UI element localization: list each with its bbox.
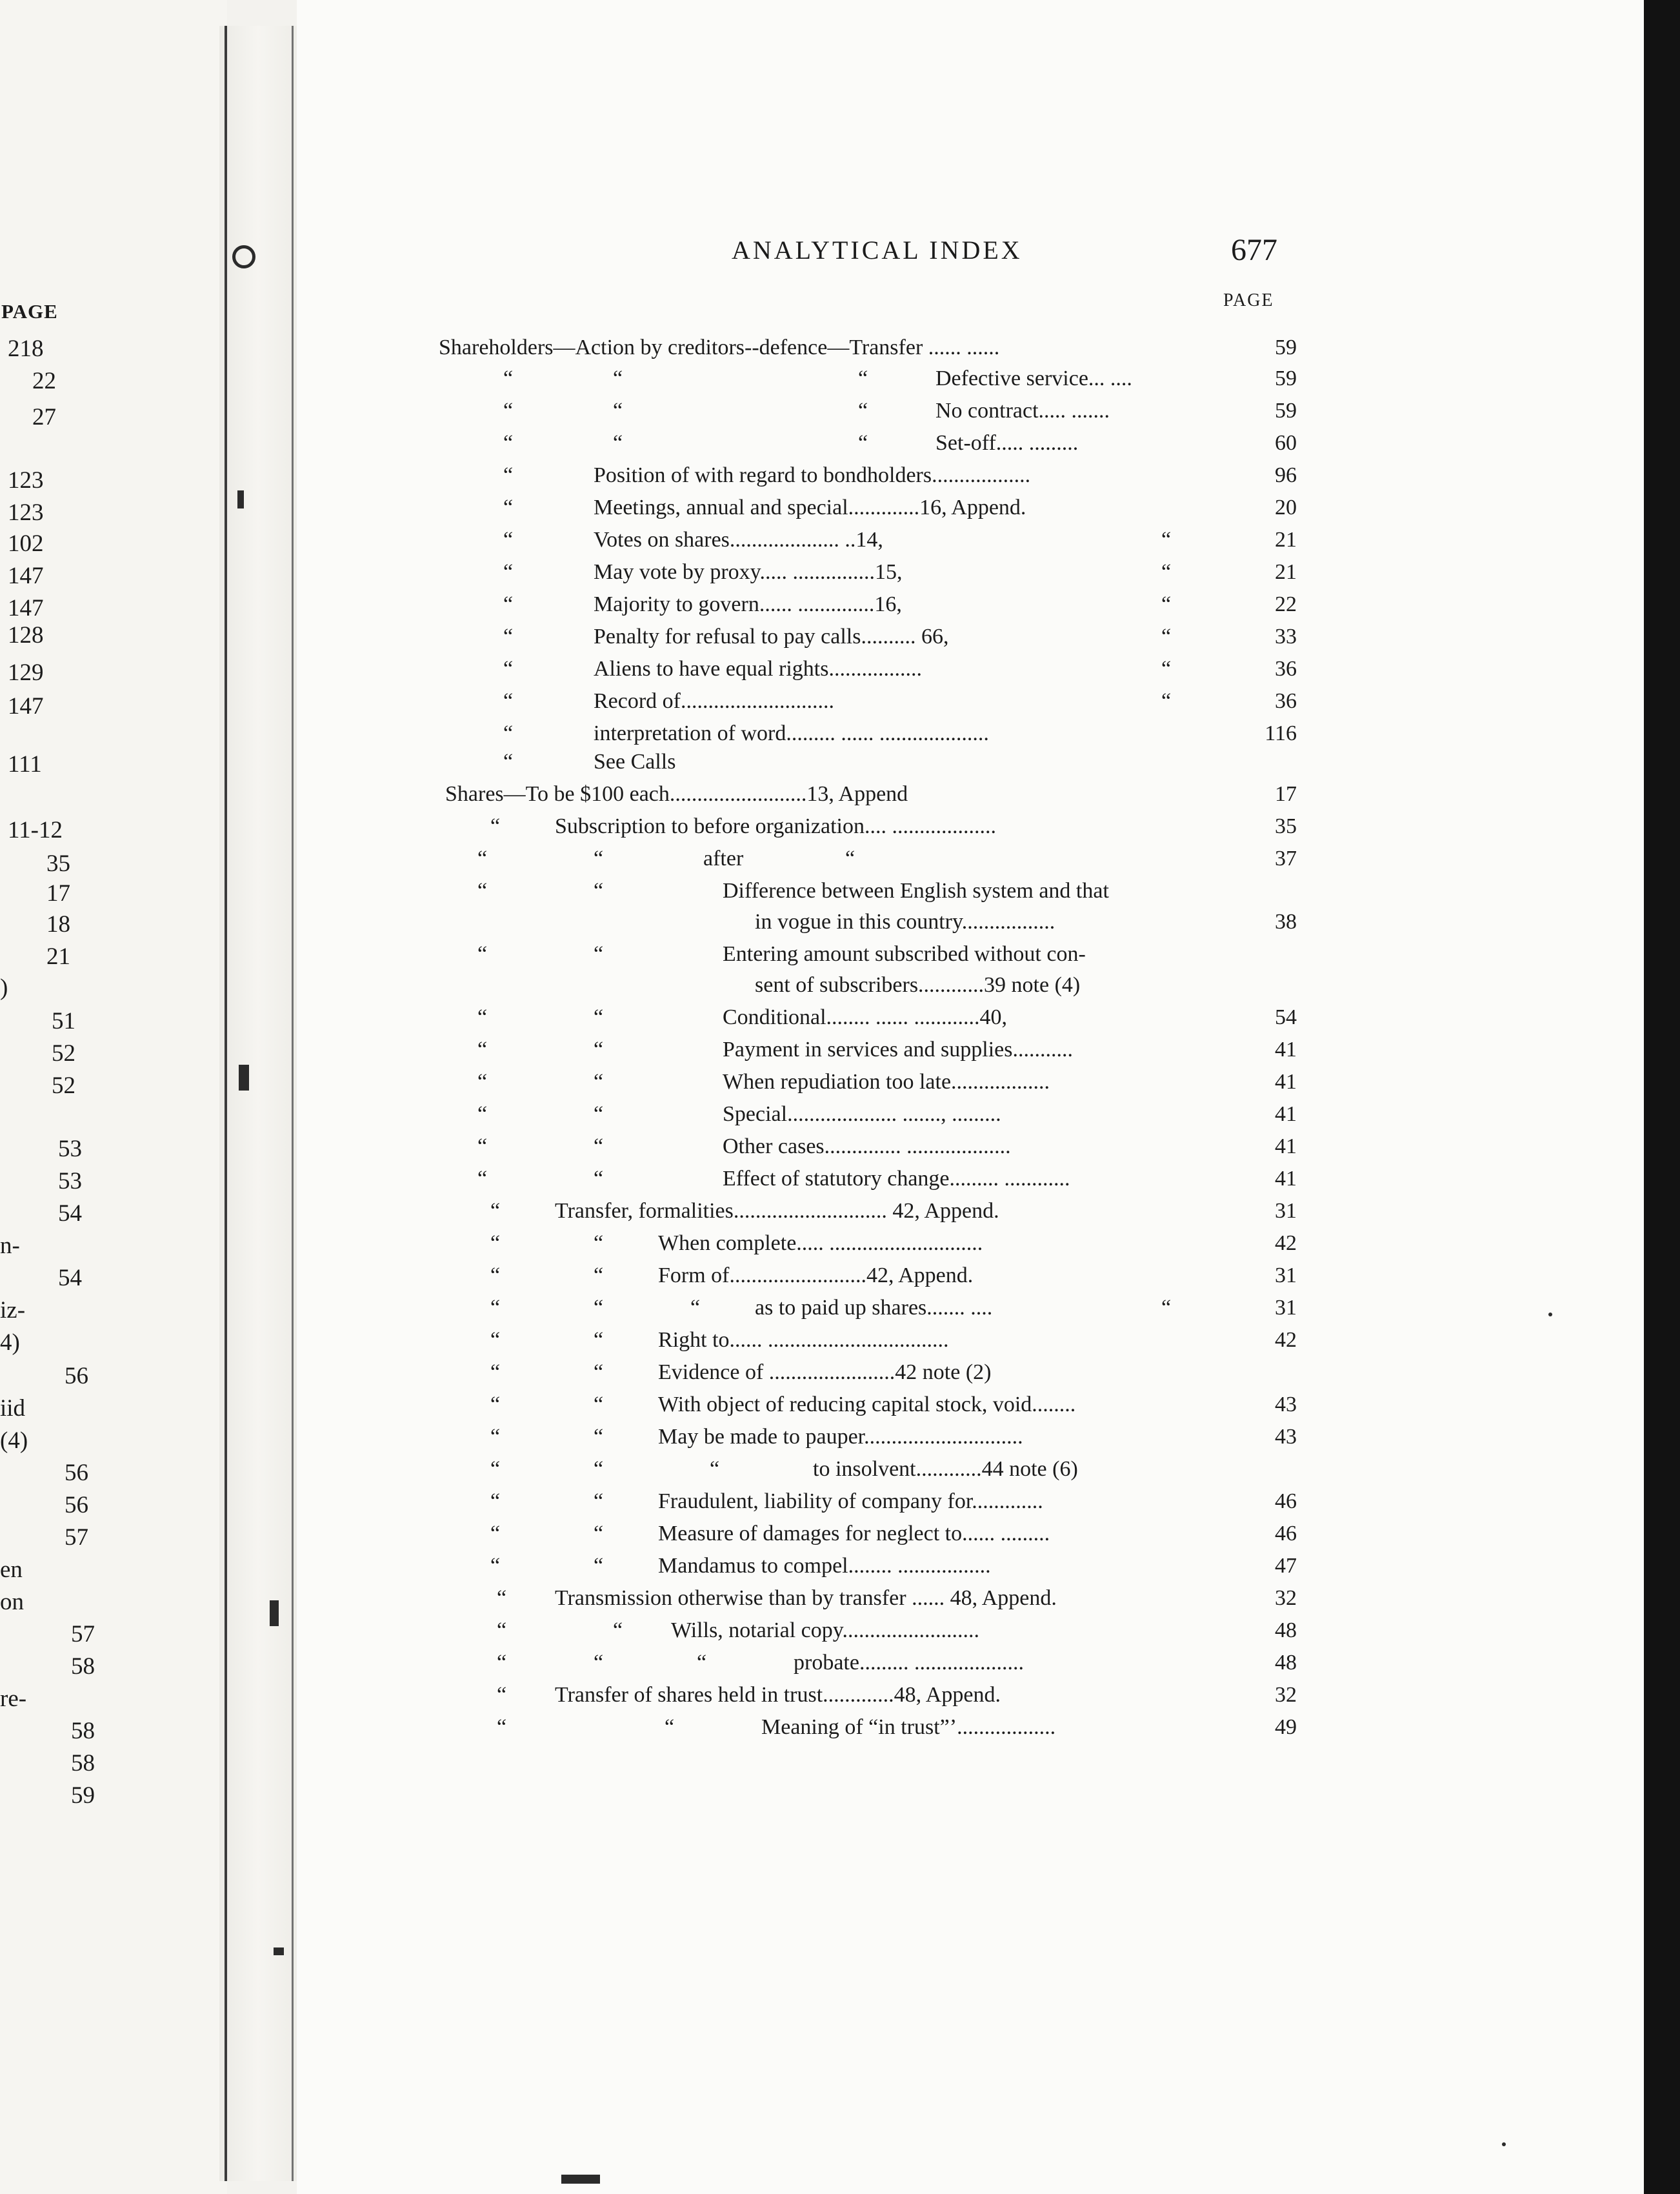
index-entry — [0, 427, 1680, 459]
ditto-mark: “ — [594, 1360, 604, 1384]
ditto-mark: “ — [594, 1167, 604, 1191]
entry-text: Transfer of shares held in trust.............48, Append. — [555, 1683, 1001, 1707]
ditto-mark: “ — [503, 689, 514, 713]
ditto-mark: “ — [490, 1554, 501, 1578]
entry-text: Set-off..... ......... — [935, 431, 1079, 455]
left-page-number: 56 — [65, 1363, 88, 1389]
ditto-mark: “ — [1161, 592, 1172, 616]
index-entry — [0, 746, 1680, 778]
entry-page-number: 21 — [1275, 528, 1297, 552]
ditto-mark: “ — [490, 814, 501, 838]
ditto-mark: “ — [477, 942, 488, 966]
ditto-mark: “ — [1161, 625, 1172, 649]
ditto-mark: “ — [477, 1134, 488, 1158]
index-entry — [0, 1260, 1680, 1292]
entry-page-number: 32 — [1275, 1586, 1297, 1610]
folio-number: 677 — [1231, 233, 1277, 267]
index-entry — [0, 875, 1680, 907]
ditto-mark: “ — [503, 528, 514, 552]
ditto-mark: “ — [613, 431, 623, 455]
index-entry — [0, 685, 1680, 718]
entry-text: after — [703, 847, 744, 871]
index-entry — [0, 1292, 1680, 1324]
left-page-number: 53 — [58, 1136, 82, 1162]
scan-speck — [1502, 2142, 1506, 2146]
entry-page-number: 41 — [1275, 1070, 1297, 1094]
entry-text: probate......... .................... — [794, 1651, 1024, 1675]
ditto-mark: “ — [710, 1457, 720, 1481]
ditto-mark: “ — [594, 1393, 604, 1416]
ditto-mark: “ — [1161, 528, 1172, 552]
ditto-mark: “ — [490, 1425, 501, 1449]
index-entry — [0, 1034, 1680, 1066]
ditto-mark: “ — [477, 1102, 488, 1126]
entry-page-number: 49 — [1275, 1715, 1297, 1739]
index-entry — [0, 1647, 1680, 1679]
entry-page-number: 36 — [1275, 689, 1297, 713]
ditto-mark: “ — [594, 879, 604, 903]
ditto-mark: “ — [665, 1715, 675, 1739]
entry-text: Form of.........................42, Append. — [658, 1263, 974, 1287]
left-page-number: 51 — [52, 1008, 75, 1034]
ditto-mark: “ — [613, 399, 623, 423]
ditto-mark: “ — [497, 1683, 507, 1707]
entry-text: Special.................... ......., ......... — [723, 1102, 1001, 1126]
ditto-mark: “ — [477, 879, 488, 903]
index-entry — [0, 363, 1680, 395]
ditto-mark: “ — [594, 1457, 604, 1481]
index-entry — [0, 332, 1680, 364]
ditto-mark: “ — [477, 1070, 488, 1094]
entry-page-number: 60 — [1275, 431, 1297, 455]
left-page-number: iz- — [0, 1297, 26, 1323]
ditto-mark: “ — [490, 1522, 501, 1545]
ditto-mark: “ — [1161, 1296, 1172, 1320]
index-entry — [0, 843, 1680, 875]
left-page-number: 59 — [71, 1782, 95, 1809]
binding-mark — [237, 490, 244, 508]
index-entry — [0, 1711, 1680, 1744]
left-page-number: 57 — [71, 1621, 95, 1647]
entry-text: No contract..... ....... — [935, 399, 1110, 423]
ditto-mark: “ — [477, 1005, 488, 1029]
ditto-mark: “ — [477, 847, 488, 871]
left-page-number: 54 — [58, 1265, 82, 1291]
left-page-number: 56 — [65, 1492, 88, 1518]
left-page-number: on — [0, 1589, 24, 1615]
index-entry — [0, 1356, 1680, 1389]
scan-speck — [561, 2175, 600, 2184]
ditto-mark: “ — [477, 1038, 488, 1062]
entry-text: Meetings, annual and special.............16, Append. — [594, 496, 1026, 519]
entry-text: in vogue in this country................. — [755, 910, 1055, 934]
entry-page-number: 35 — [1275, 814, 1297, 838]
left-page-number: 147 — [8, 595, 44, 621]
index-entry — [0, 969, 1680, 1001]
index-entry — [0, 395, 1680, 430]
entry-page-number: 36 — [1275, 657, 1297, 681]
ditto-mark: “ — [497, 1618, 507, 1642]
ditto-mark: “ — [503, 431, 514, 455]
entry-page-number: 48 — [1275, 1651, 1297, 1675]
left-page-number: 54 — [58, 1200, 82, 1227]
entry-text: May vote by proxy..... ...............15, — [594, 560, 903, 584]
left-page-number: 123 — [8, 499, 44, 526]
entry-page-number: 38 — [1275, 910, 1297, 934]
entry-page-number: 42 — [1275, 1231, 1297, 1255]
ditto-mark: “ — [497, 1651, 507, 1675]
left-page-number: 56 — [65, 1460, 88, 1486]
entry-text: Transmission otherwise than by transfer ...... 48, Append. — [555, 1586, 1057, 1610]
scan-speck — [1548, 1313, 1552, 1316]
entry-text: Subscription to before organization.... ................... — [555, 814, 996, 838]
left-page-number: 21 — [46, 943, 70, 970]
entry-page-number: 48 — [1275, 1618, 1297, 1642]
scan-edge — [1644, 0, 1680, 2194]
index-entry — [0, 1195, 1680, 1227]
ditto-mark: “ — [490, 1360, 501, 1384]
left-page-number: en — [0, 1556, 23, 1583]
entry-text: Transfer, formalities............................ 42, Append. — [555, 1199, 999, 1223]
left-page-number: 58 — [71, 1750, 95, 1776]
index-entry — [0, 1550, 1680, 1582]
left-page-number: 18 — [46, 911, 70, 938]
entry-text: With object of reducing capital stock, void........ — [658, 1393, 1076, 1416]
ditto-mark: “ — [594, 1231, 604, 1255]
index-entry — [0, 459, 1680, 492]
entry-text: When complete..... ............................ — [658, 1231, 983, 1255]
entry-page-number: 96 — [1275, 463, 1297, 487]
ditto-mark: “ — [613, 1618, 623, 1642]
entry-text: Effect of statutory change......... ............ — [723, 1167, 1070, 1191]
entry-page-number: 46 — [1275, 1522, 1297, 1545]
left-page-number: 218 — [8, 336, 44, 362]
entry-page-number: 22 — [1275, 592, 1297, 616]
entry-text: Meaning of “in trust”’.................. — [761, 1715, 1056, 1739]
index-entry — [0, 938, 1680, 971]
ditto-mark: “ — [1161, 657, 1172, 681]
entry-text: Measure of damages for neglect to...... ......... — [658, 1522, 1050, 1545]
ditto-mark: “ — [594, 1102, 604, 1126]
left-page-number: 128 — [8, 622, 44, 649]
entry-text: Penalty for refusal to pay calls.......... 66, — [594, 625, 949, 649]
left-page-number: 129 — [8, 659, 44, 686]
entry-page-number: 20 — [1275, 496, 1297, 519]
ditto-mark: “ — [594, 1070, 604, 1094]
index-entry — [0, 1163, 1680, 1195]
binding-mark — [232, 245, 255, 268]
entry-text: When repudiation too late.................. — [723, 1070, 1050, 1094]
entry-text: to insolvent............44 note (6) — [813, 1457, 1078, 1481]
left-page-number: 35 — [46, 850, 70, 877]
page-column-heading: PAGE — [1223, 290, 1274, 310]
entry-page-number: 31 — [1275, 1263, 1297, 1287]
index-entry — [0, 1679, 1680, 1711]
ditto-mark: “ — [497, 1715, 507, 1739]
ditto-mark: “ — [503, 367, 514, 390]
entry-text: Defective service... .... — [935, 367, 1132, 390]
left-page-number: iid — [0, 1395, 26, 1422]
ditto-mark: “ — [503, 625, 514, 649]
index-entry — [0, 621, 1680, 653]
index-entry — [0, 556, 1680, 589]
ditto-mark: “ — [594, 1651, 604, 1675]
index-entry — [0, 1324, 1680, 1356]
ditto-mark: “ — [594, 1296, 604, 1320]
entry-page-number: 41 — [1275, 1167, 1297, 1191]
running-title: ANALYTICAL INDEX — [732, 236, 1023, 265]
ditto-mark: “ — [697, 1651, 707, 1675]
left-page-number: 52 — [52, 1072, 75, 1099]
ditto-mark: “ — [503, 721, 514, 745]
entry-page-number: 31 — [1275, 1296, 1297, 1320]
entry-text: Evidence of .......................42 note (2) — [658, 1360, 992, 1384]
ditto-mark: “ — [594, 1522, 604, 1545]
index-entry — [0, 1131, 1680, 1163]
left-page-header: PAGE — [1, 300, 58, 323]
ditto-mark: “ — [490, 1231, 501, 1255]
binding-mark — [239, 1065, 249, 1091]
ditto-mark: “ — [613, 367, 623, 390]
entry-page-number: 43 — [1275, 1393, 1297, 1416]
entry-page-number: 21 — [1275, 560, 1297, 584]
left-page-number: 52 — [52, 1040, 75, 1067]
ditto-mark: “ — [594, 1134, 604, 1158]
ditto-mark: “ — [1161, 560, 1172, 584]
index-entry — [0, 1098, 1680, 1131]
entry-text: Votes on shares.................... ..14, — [594, 528, 883, 552]
ditto-mark: “ — [503, 657, 514, 681]
entry-text: Difference between English system and that — [723, 879, 1109, 903]
index-entry — [0, 1421, 1680, 1453]
index-entry — [0, 589, 1680, 621]
ditto-mark: “ — [858, 367, 868, 390]
ditto-mark: “ — [490, 1393, 501, 1416]
entry-page-number: 17 — [1275, 782, 1297, 806]
binding-mark — [270, 1600, 279, 1626]
left-page-number: ) — [0, 974, 8, 1001]
index-entry — [0, 1485, 1680, 1518]
entry-text: Mandamus to compel........ ................. — [658, 1554, 991, 1578]
ditto-mark: “ — [490, 1489, 501, 1513]
ditto-mark: “ — [503, 750, 514, 774]
ditto-mark: “ — [594, 1425, 604, 1449]
ditto-mark: “ — [477, 1167, 488, 1191]
entry-page-number: 43 — [1275, 1425, 1297, 1449]
entry-page-number: 59 — [1275, 336, 1297, 359]
ditto-mark: “ — [594, 1263, 604, 1287]
index-entry — [0, 1615, 1680, 1647]
ditto-mark: “ — [858, 431, 868, 455]
entry-page-number: 46 — [1275, 1489, 1297, 1513]
entry-text: May be made to pauper............................. — [658, 1425, 1023, 1449]
index-entry — [0, 778, 1680, 810]
ditto-mark: “ — [503, 399, 514, 423]
left-page-number: 4) — [0, 1329, 20, 1356]
index-entry — [0, 810, 1680, 843]
entry-page-number: 37 — [1275, 847, 1297, 871]
index-entry — [0, 1227, 1680, 1260]
ditto-mark: “ — [503, 463, 514, 487]
left-page-number: 147 — [8, 563, 44, 589]
entry-text: See Calls — [594, 750, 676, 774]
left-page-number: 17 — [46, 880, 70, 907]
entry-page-number: 41 — [1275, 1102, 1297, 1126]
ditto-mark: “ — [490, 1457, 501, 1481]
ditto-mark: “ — [490, 1199, 501, 1223]
entry-text: interpretation of word......... ...... .................... — [594, 721, 989, 745]
ditto-mark: “ — [858, 399, 868, 423]
ditto-mark: “ — [845, 847, 855, 871]
left-page-number: 111 — [8, 751, 42, 778]
entry-text: sent of subscribers............39 note (4) — [755, 973, 1081, 997]
entry-page-number: 41 — [1275, 1038, 1297, 1062]
entry-text: as to paid up shares....... .... — [755, 1296, 993, 1320]
index-entry — [0, 1453, 1680, 1485]
entry-page-number: 32 — [1275, 1683, 1297, 1707]
entry-page-number: 31 — [1275, 1199, 1297, 1223]
entry-text: Record of............................ — [594, 689, 835, 713]
ditto-mark: “ — [1161, 689, 1172, 713]
ditto-mark: “ — [490, 1296, 501, 1320]
entry-text: Wills, notarial copy......................... — [671, 1618, 980, 1642]
entry-text: Payment in services and supplies........... — [723, 1038, 1073, 1062]
entry-text: Fraudulent, liability of company for............. — [658, 1489, 1043, 1513]
entry-text: Right to...... ................................. — [658, 1328, 949, 1352]
ditto-mark: “ — [594, 1038, 604, 1062]
binding-mark — [274, 1947, 284, 1955]
index-entry — [0, 1001, 1680, 1034]
entry-text: Position of with regard to bondholders.................. — [594, 463, 1031, 487]
left-page-number: (4) — [0, 1427, 28, 1454]
entry-page-number: 47 — [1275, 1554, 1297, 1578]
index-entry — [0, 1582, 1680, 1615]
left-page-number: 27 — [32, 404, 56, 430]
ditto-mark: “ — [503, 496, 514, 519]
entry-page-number: 59 — [1275, 367, 1297, 390]
index-entry — [0, 492, 1680, 524]
left-page-number: 22 — [32, 368, 56, 394]
ditto-mark: “ — [490, 1328, 501, 1352]
ditto-mark: “ — [594, 1005, 604, 1029]
entry-page-number: 59 — [1275, 399, 1297, 423]
left-page-number: 53 — [58, 1168, 82, 1194]
left-page-number: 102 — [8, 530, 44, 557]
ditto-mark: “ — [594, 942, 604, 966]
ditto-mark: “ — [594, 1328, 604, 1352]
index-entry — [0, 1389, 1680, 1421]
index-entry — [0, 1518, 1680, 1550]
index-entry — [0, 718, 1680, 750]
ditto-mark: “ — [594, 847, 604, 871]
left-page-number: 147 — [8, 693, 44, 720]
left-page-number: n- — [0, 1233, 20, 1259]
index-entry — [0, 906, 1680, 938]
left-page-number: 58 — [71, 1718, 95, 1744]
entry-text: Aliens to have equal rights................. — [594, 657, 922, 681]
entry-page-number: 54 — [1275, 1005, 1297, 1029]
ditto-mark: “ — [503, 592, 514, 616]
ditto-mark: “ — [503, 560, 514, 584]
entry-text: Shareholders—Action by creditors--defence—Transfer ...... ...... — [439, 336, 1000, 359]
left-page-number: 123 — [8, 467, 44, 494]
ditto-mark: “ — [690, 1296, 701, 1320]
entry-text: Other cases.............. ................... — [723, 1134, 1011, 1158]
entry-page-number: 41 — [1275, 1134, 1297, 1158]
index-entry — [0, 653, 1680, 685]
left-page-number: 58 — [71, 1653, 95, 1680]
ditto-mark: “ — [490, 1263, 501, 1287]
left-page-number: 11-12 — [8, 817, 63, 843]
index-entry — [0, 524, 1680, 556]
left-page-number: re- — [0, 1686, 27, 1712]
ditto-mark: “ — [497, 1586, 507, 1610]
entry-text: Conditional........ ...... ............40, — [723, 1005, 1008, 1029]
index-entry — [0, 1066, 1680, 1098]
entry-page-number: 33 — [1275, 625, 1297, 649]
left-page-number: 57 — [65, 1524, 88, 1551]
entry-text: Shares—To be $100 each.........................13, Append — [445, 782, 908, 806]
ditto-mark: “ — [594, 1554, 604, 1578]
ditto-mark: “ — [594, 1489, 604, 1513]
entry-text: Majority to govern...... ..............16, — [594, 592, 902, 616]
entry-page-number: 116 — [1265, 721, 1297, 745]
entry-page-number: 42 — [1275, 1328, 1297, 1352]
entry-text: Entering amount subscribed without con- — [723, 942, 1086, 966]
